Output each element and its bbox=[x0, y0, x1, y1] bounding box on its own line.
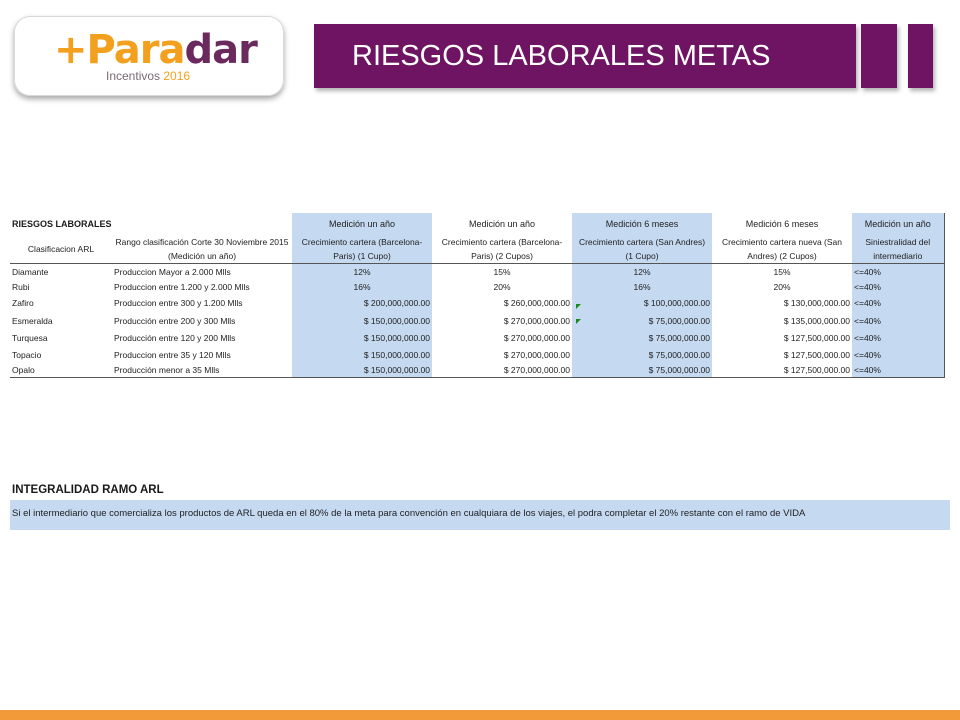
cell-value: $ 75,000,000.00 bbox=[572, 312, 712, 329]
logo-subtitle bbox=[106, 69, 190, 83]
cell-value: $ 150,000,000.00 bbox=[292, 347, 432, 362]
table-row bbox=[10, 279, 944, 294]
cell-rango: Producción menor a 35 Mlls bbox=[112, 362, 292, 378]
cell-value: 12% bbox=[572, 264, 712, 280]
cell-value: 16% bbox=[292, 279, 432, 294]
logo-dar: dar bbox=[184, 27, 257, 73]
cell-rango: Produccion entre 35 y 120 Mlls bbox=[114, 349, 231, 360]
cell-value: 20% bbox=[773, 281, 791, 292]
table-row bbox=[10, 264, 944, 280]
cell-value: $ 127,500,000.00 bbox=[712, 362, 852, 378]
integralidad-note bbox=[10, 500, 950, 530]
decor-square-1 bbox=[861, 24, 897, 88]
cell-siniestralidad: <=40% bbox=[852, 312, 944, 329]
cell-value: $ 75,000,000.00 bbox=[572, 329, 712, 347]
col-header-bcn-1: Crecimiento cartera (Barcelona-Paris) (1 Cupo) bbox=[292, 235, 432, 264]
measure-header-3: Medición 6 meses bbox=[572, 213, 712, 235]
cell-clasificacion: Zafiro bbox=[12, 298, 34, 308]
goals-table-wrapper bbox=[10, 213, 944, 378]
table-row bbox=[10, 329, 944, 347]
cell-value: $ 270,000,000.00 bbox=[432, 362, 572, 378]
col-header-clasificacion: Clasificacion ARL bbox=[10, 235, 112, 264]
cell-clasificacion: Turquesa bbox=[12, 333, 48, 343]
cell-value: $ 270,000,000.00 bbox=[503, 349, 571, 360]
cell-siniestralidad: <=40% bbox=[852, 329, 944, 347]
cell-siniestralidad: <=40% bbox=[852, 294, 944, 312]
measure-header-2: Medición un año bbox=[468, 219, 536, 229]
table-row bbox=[10, 362, 944, 378]
decor-square-2 bbox=[908, 24, 933, 88]
cell-value: $ 270,000,000.00 bbox=[503, 333, 571, 343]
page-title: RIESGOS LABORALES METAS bbox=[352, 40, 771, 72]
title-banner bbox=[314, 24, 856, 88]
table-row bbox=[10, 347, 944, 362]
cell-siniestralidad: <=40% bbox=[852, 264, 944, 280]
cell-value: $ 150,000,000.00 bbox=[292, 362, 432, 378]
cell-value: $ 75,000,000.00 bbox=[572, 347, 712, 362]
measure-header-5: Medición un año bbox=[852, 213, 944, 235]
cell-value: 20% bbox=[493, 281, 511, 292]
cell-clasificacion: Esmeralda bbox=[12, 315, 53, 326]
cell-siniestralidad: <=40% bbox=[852, 347, 944, 362]
measure-header-1: Medición un año bbox=[292, 213, 432, 235]
cell-clasificacion: Diamante bbox=[12, 266, 49, 277]
col-header-sai-2: Crecimiento cartera nueva (San Andres) (2 Cupos) bbox=[712, 235, 852, 264]
cell-value: 16% bbox=[572, 279, 712, 294]
cell-value: $ 150,000,000.00 bbox=[292, 329, 432, 347]
goals-table bbox=[10, 213, 945, 378]
cell-value: $ 150,000,000.00 bbox=[292, 312, 432, 329]
logo-wordmark bbox=[54, 27, 257, 73]
cell-value: 15% bbox=[773, 266, 791, 277]
cell-siniestralidad: <=40% bbox=[852, 279, 944, 294]
table-title: RIESGOS LABORALES bbox=[12, 219, 112, 229]
cell-value: $ 127,500,000.00 bbox=[783, 349, 851, 360]
cell-value: $ 135,000,000.00 bbox=[783, 315, 851, 326]
cell-value: $ 130,000,000.00 bbox=[783, 298, 851, 308]
logo-para: Para bbox=[86, 27, 185, 73]
footer-bar bbox=[0, 710, 960, 720]
col-header-siniestralidad: Siniestralidad del intermediario bbox=[852, 235, 944, 264]
cell-comment-marker bbox=[576, 319, 581, 324]
cell-value: $ 270,000,000.00 bbox=[503, 315, 571, 326]
cell-value: $ 100,000,000.00 bbox=[572, 294, 712, 312]
logo-sub-text: Incentivos bbox=[106, 69, 161, 83]
cell-value: 12% bbox=[292, 264, 432, 280]
logo-year: 2016 bbox=[163, 69, 191, 83]
cell-siniestralidad: <=40% bbox=[852, 362, 944, 378]
cell-value: $ 260,000,000.00 bbox=[503, 298, 571, 308]
cell-clasificacion: Rubi bbox=[12, 281, 30, 292]
col-header-bcn-2: Crecimiento cartera (Barcelona-Paris) (2 Cupos) bbox=[432, 235, 572, 264]
integralidad-title: INTEGRALIDAD RAMO ARL bbox=[12, 484, 164, 496]
table-row bbox=[10, 294, 944, 312]
integralidad-text: Si el intermediario que comercializa los productos de ARL queda en el 80% de la meta para convención en cualquiara de los viajes, el podra completar el 20% restante con el ramo de VIDA bbox=[12, 508, 806, 519]
table-row bbox=[10, 312, 944, 329]
cell-rango: Producción entre 200 y 300 Mlls bbox=[114, 315, 236, 326]
cell-rango: Producción entre 120 y 200 Mlls bbox=[114, 333, 236, 343]
cell-value: 15% bbox=[493, 266, 511, 277]
table-header-row-1 bbox=[10, 213, 944, 235]
cell-rango: Produccion Mayor a 2.000 Mlls bbox=[114, 266, 231, 277]
cell-value: $ 200,000,000.00 bbox=[292, 294, 432, 312]
table-header-row-2 bbox=[10, 235, 944, 264]
cell-rango: Produccion entre 1.200 y 2.000 Mlls bbox=[114, 281, 250, 292]
col-header-rango: Rango clasificación Corte 30 Noviembre 2015 (Medición un año) bbox=[112, 235, 292, 264]
cell-clasificacion: Topacio bbox=[12, 349, 42, 360]
logo-badge bbox=[14, 16, 284, 96]
cell-value: $ 127,500,000.00 bbox=[783, 333, 851, 343]
measure-header-4: Medición 6 meses bbox=[745, 219, 819, 229]
cell-clasificacion: Opalo bbox=[10, 362, 112, 378]
cell-rango: Produccion entre 300 y 1.200 Mlls bbox=[114, 298, 243, 308]
cell-comment-marker bbox=[576, 304, 581, 309]
cell-value: $ 75,000,000.00 bbox=[572, 362, 712, 378]
col-header-sai-1: Crecimiento cartera (San Andres) (1 Cupo) bbox=[572, 235, 712, 264]
logo-plus: + bbox=[54, 27, 87, 73]
